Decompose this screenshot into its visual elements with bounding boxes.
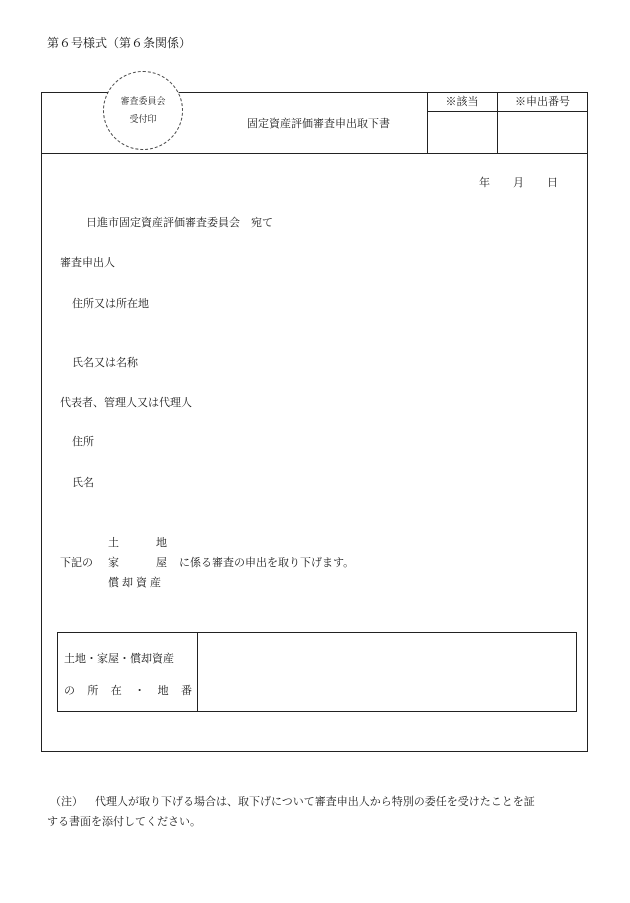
asset-land-char1: 土 (108, 536, 119, 549)
location-label-char: の (64, 684, 75, 697)
form-number: 第６号様式（第６条関係） (47, 36, 192, 50)
applicable-label: ※該当 (445, 95, 479, 108)
representative-address-label: 住所 (72, 435, 94, 448)
applicant-name-label: 氏名又は名称 (72, 356, 138, 369)
note-marker: （注） (50, 795, 83, 808)
asset-depreciable: 償却資産 (108, 576, 164, 589)
addressee: 日進市固定資産評価審査委員会 宛て (86, 216, 273, 229)
location-table-divider (197, 632, 198, 712)
date-year-label: 年 (479, 176, 490, 189)
reception-stamp-circle (103, 71, 183, 150)
date-month-label: 月 (513, 176, 524, 189)
applicant-heading: 審査申出人 (60, 256, 115, 269)
location-label-char: 所 (87, 684, 99, 697)
date-day-label: 日 (547, 176, 558, 189)
location-label-line1: 土地・家屋・償却資産 (64, 652, 174, 665)
location-label-char: 地 (157, 684, 169, 697)
representative-name-label: 氏名 (72, 476, 94, 489)
withdrawal-prefix: 下記の (60, 556, 93, 569)
application-number-input-cell[interactable] (498, 112, 587, 152)
asset-house-char2: 屋 (156, 556, 167, 569)
header-divider (41, 153, 588, 154)
representative-heading: 代表者、管理人又は代理人 (60, 396, 192, 409)
stamp-label-line2: 受付印 (129, 115, 157, 125)
location-value-field[interactable] (204, 640, 570, 704)
note-line1: 代理人が取り下げる場合は、取下げについて審査申出人から特別の委任を受けたことを証 (95, 795, 535, 808)
location-label-char: ・ (134, 684, 146, 697)
location-label-line2 (64, 684, 192, 698)
location-label-char: 番 (180, 684, 192, 697)
applicable-input-cell[interactable] (428, 112, 496, 152)
asset-land-char2: 地 (156, 536, 167, 549)
location-label-char: 在 (110, 684, 122, 697)
withdrawal-suffix: に係る審査の申出を取り下げます。 (179, 556, 355, 569)
application-number-label: ※申出番号 (515, 95, 570, 108)
applicant-address-label: 住所又は所在地 (72, 297, 149, 310)
stamp-label-line1: 審査委員会 (120, 97, 166, 107)
note-line2: する書面を添付してください。 (47, 815, 201, 828)
asset-house-char1: 家 (108, 556, 119, 569)
document-title: 固定資産評価審査申出取下書 (247, 117, 390, 130)
